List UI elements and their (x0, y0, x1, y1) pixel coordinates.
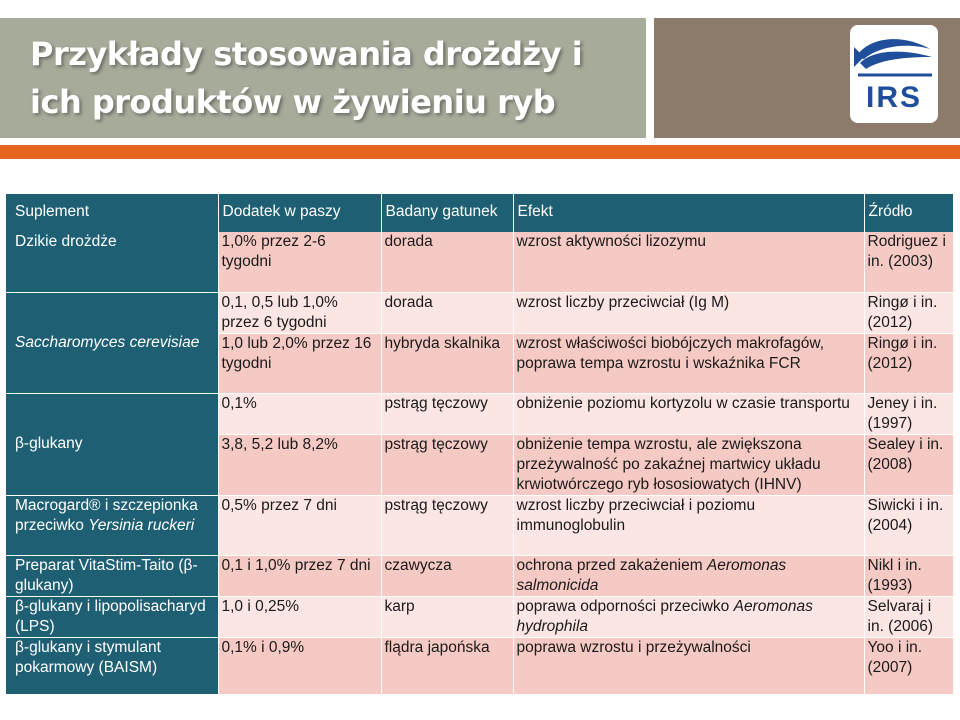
table-row (6, 637, 953, 694)
supplement-cell: Preparat VitaStim-Taito (β-glukany) (6, 555, 218, 596)
source-cell: Nikl i in. (1993) (864, 555, 953, 596)
species-cell: karp (381, 596, 513, 637)
species-cell: pstrąg tęczowy (381, 434, 513, 495)
header-gatunek: Badany gatunek (381, 194, 513, 232)
source-cell: Siwicki i in. (2004) (864, 495, 953, 555)
source-cell: Yoo i in. (2007) (864, 637, 953, 694)
dose-cell: 3,8, 5,2 lub 8,2% (218, 434, 381, 495)
header-zrodlo: Źródło (864, 194, 953, 232)
dose-cell: 0,1, 0,5 lub 1,0% przez 6 tygodni (218, 292, 381, 333)
dose-cell: 0,1 i 1,0% przez 7 dni (218, 555, 381, 596)
species-cell: dorada (381, 292, 513, 333)
table-row (6, 596, 953, 637)
source-cell: Selvaraj i in. (2006) (864, 596, 953, 637)
header-dodatek: Dodatek w paszy (218, 194, 381, 232)
supplement-italic: Yersinia ruckeri (88, 516, 195, 534)
dose-cell: 0,1% i 0,9% (218, 637, 381, 694)
effect-italic: Aeromonas salmonicida (516, 556, 787, 594)
supplement-cell: β-glukany i stymulant pokarmowy (BAISM) (6, 637, 218, 694)
effect-cell: obniżenie poziomu kortyzolu w czasie transportu (513, 393, 864, 434)
logo-text: IRS (865, 81, 922, 114)
dose-cell: 1,0 lub 2,0% przez 16 tygodni (218, 333, 381, 393)
source-cell: Ringø i in. (2012) (864, 292, 953, 333)
table-row (6, 232, 953, 292)
table-row (6, 292, 953, 333)
table-row (6, 393, 953, 434)
header-suplement: Suplement (6, 194, 218, 232)
header-efekt: Efekt (513, 194, 864, 232)
effect-cell: wzrost liczby przeciwciał i poziomu immunoglobulin (513, 495, 864, 555)
effect-cell: wzrost aktywności lizozymu (513, 232, 864, 292)
effect-cell (513, 555, 864, 596)
species-cell: dorada (381, 232, 513, 292)
source-cell: Jeney i in. (1997) (864, 393, 953, 434)
table-row (6, 555, 953, 596)
accent-bar (0, 145, 960, 159)
effect-cell: obniżenie tempa wzrostu, ale zwiększona przeżywalność po zakaźnej martwicy układu krwiotwórczego ryb łososiowatych (IHNV) (513, 434, 864, 495)
supplement-cell: Dzikie drożdże (6, 232, 218, 292)
dose-cell: 0,5% przez 7 dni (218, 495, 381, 555)
effect-cell (513, 596, 864, 637)
table-header-row (6, 194, 953, 232)
supplement-cell (6, 495, 218, 555)
effect-text: ochrona przed zakażeniem (516, 556, 707, 574)
table-row (6, 495, 953, 555)
dose-cell: 1,0 i 0,25% (218, 596, 381, 637)
effect-cell: wzrost właściwości biobójczych makrofagów, poprawa tempa wzrostu i wskaźnika FCR (513, 333, 864, 393)
supplement-cell: Saccharomyces cerevisiae (6, 292, 218, 393)
dose-cell: 0,1% (218, 393, 381, 434)
species-cell: pstrąg tęczowy (381, 495, 513, 555)
irs-logo (850, 25, 938, 123)
species-cell: czawycza (381, 555, 513, 596)
species-cell: hybryda skalnika (381, 333, 513, 393)
slide-title: Przykłady stosowania drożdży i ich produktów w żywieniu ryb (30, 35, 583, 121)
yeast-table (6, 194, 954, 695)
species-cell: flądra japońska (381, 637, 513, 694)
source-cell: Sealey i in. (2008) (864, 434, 953, 495)
species-cell: pstrąg tęczowy (381, 393, 513, 434)
supplement-cell: β-glukany i lipopolisacharyd (LPS) (6, 596, 218, 637)
fish-icon (850, 27, 938, 83)
effect-italic: Aeromonas hydrophila (516, 597, 813, 635)
effect-cell: wzrost liczby przeciwciał (Ig M) (513, 292, 864, 333)
dose-cell: 1,0% przez 2-6 tygodni (218, 232, 381, 292)
source-cell: Ringø i in. (2012) (864, 333, 953, 393)
source-cell: Rodriguez i in. (2003) (864, 232, 953, 292)
supplement-text: Macrogard® i szczepionka przeciwko (15, 496, 198, 534)
supplement-cell: β-glukany (6, 393, 218, 495)
effect-cell: poprawa wzrostu i przeżywalności (513, 637, 864, 694)
effect-text: poprawa odporności przeciwko (516, 597, 734, 615)
